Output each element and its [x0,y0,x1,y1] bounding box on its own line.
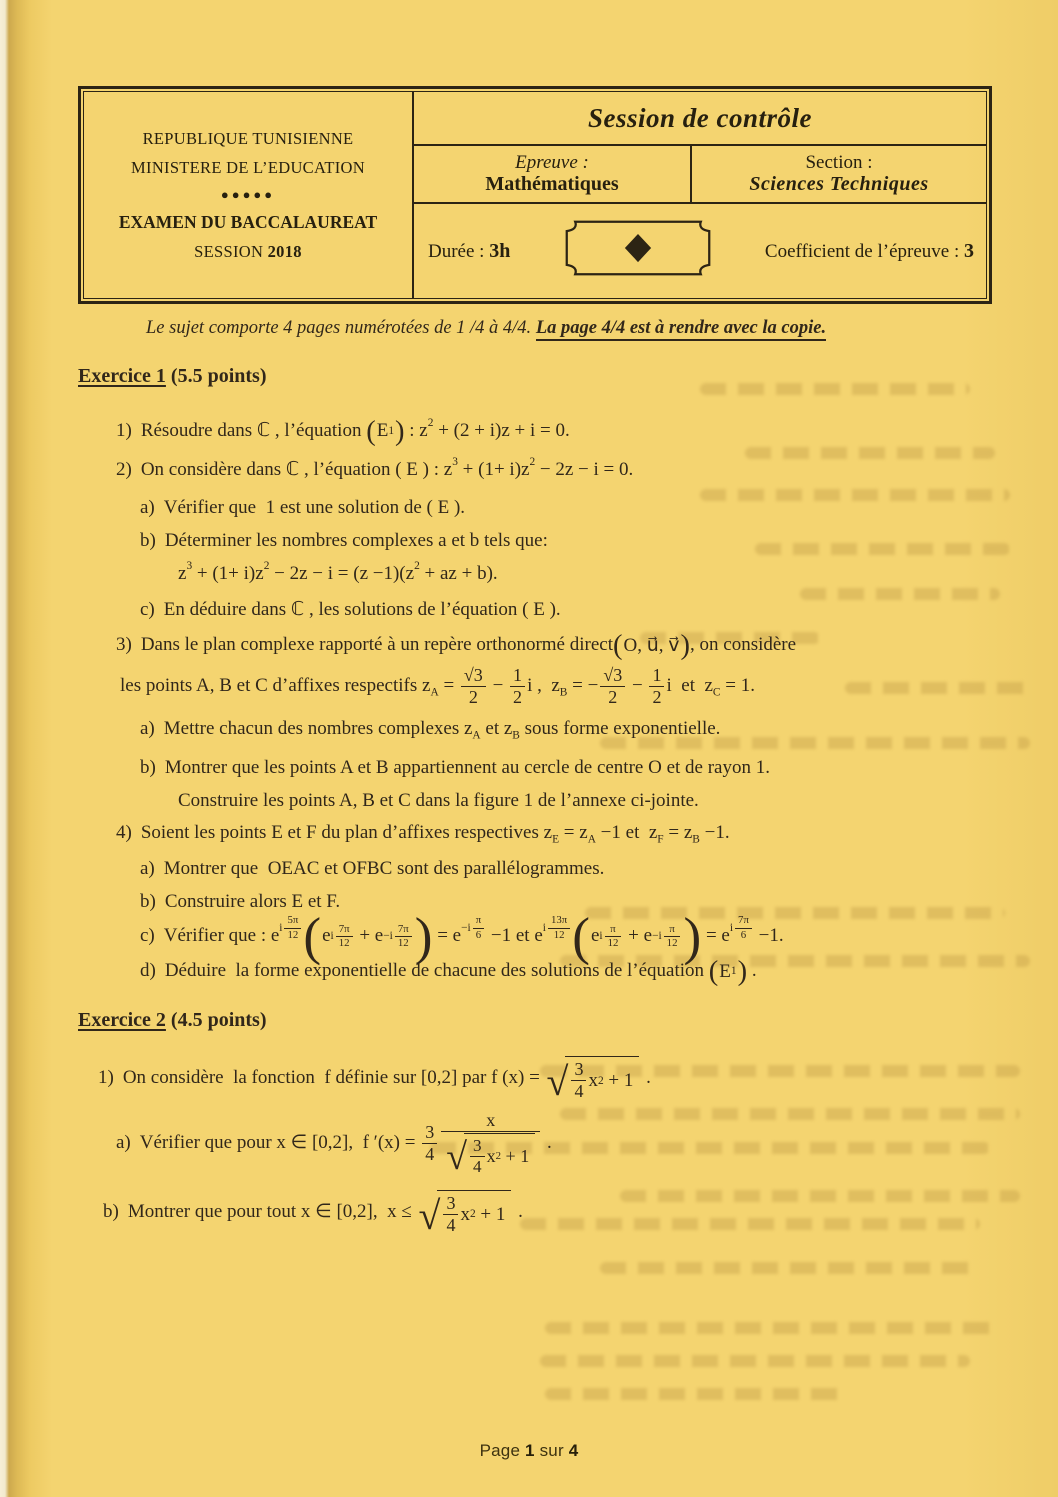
subscript: E [552,833,560,846]
numerator: 7π [738,914,749,927]
fraction [284,915,301,941]
fraction [422,1123,437,1164]
line-label: c) [140,924,155,946]
line-label: b) [140,890,156,912]
math-text: + e [623,925,653,947]
footer-page-total: 4 [568,1441,579,1460]
note-underlined-text: La page 4/4 est à rendre avec la copie. [536,318,826,341]
line-label: a) [140,857,155,879]
line-q2c [78,598,1008,622]
subscript: B [559,686,568,699]
math-text: Construire alors E et F. [164,890,341,912]
line-label: b) [140,756,156,778]
line-label: 4) [116,822,132,844]
math-text: En déduire dans ℂ , les solutions de l’équation ( E ). [163,598,561,620]
subscript: A [430,686,439,699]
math-text: x [486,1110,496,1131]
institution-cell [84,92,414,298]
right-paren: ) [414,906,433,966]
section-value: Sciences Techniques [749,173,929,196]
math-text: + 1 [501,1146,530,1167]
subscript: B [512,729,520,742]
math-text: Déterminer les nombres complexes a et b tels que: [164,530,548,552]
radical-sign: √ [446,1136,468,1179]
duration-value: 3h [489,239,511,262]
denominator: 12 [548,928,570,941]
epreuve-cell [414,146,692,202]
line-label: a) [140,496,155,518]
plaque-badge [563,216,713,286]
math-text: et z [480,717,513,739]
right-paren: ) [680,630,691,662]
fraction [664,924,681,950]
denominator: 2 [649,686,664,707]
fraction [649,666,664,707]
numerator: √3 [463,664,483,685]
math-text: + (2 + i)z + i = 0. [433,419,570,441]
exercise2-title [78,1009,1008,1032]
math-text: . [513,1200,523,1222]
math-text: Dans le plan complexe rapporté à un repère orthonormé direct [140,634,613,656]
right-paren: ) [683,906,702,966]
line-q4d [78,955,1008,987]
footer-text: sur [534,1441,569,1460]
numerator: 3 [473,1136,482,1156]
math-text: , on considère [690,634,797,656]
superscript [383,924,413,950]
fraction [600,666,625,707]
paren-content [376,419,395,443]
line-label: b) [103,1200,119,1222]
exercise1-lines [78,415,1008,987]
exercise1-name: Exercice 1 [78,365,166,387]
math-text: i [729,922,734,935]
numerator: π [669,922,675,935]
footer-page-number: 1 [525,1441,535,1460]
numerator: 7π [338,922,350,935]
superscript: 2 [597,1074,604,1087]
math-text: E [376,420,389,442]
math-text: . [542,1132,552,1154]
left-paren: ( [708,955,719,987]
line-content [164,599,561,620]
superscript [279,915,303,941]
paren-content [623,634,681,658]
right-paren: ) [737,955,748,987]
line-content [163,717,721,742]
line-content [178,560,498,584]
line-q2a [78,496,1008,520]
radical-sign: √ [546,1058,569,1104]
exercise1-points: (5.5 points) [165,365,267,387]
math-text: x [588,1069,598,1091]
math-text: −i [461,922,471,935]
duration-label: Durée : [428,240,490,262]
paren-content [321,924,415,950]
math-text: + (1+ i)z [192,562,264,584]
bleed-through-artifact [545,1322,995,1334]
denominator: 12 [284,928,301,941]
fraction [510,666,525,707]
duration [428,240,510,263]
line-content [127,1192,523,1238]
math-text: e [322,925,331,947]
math-text: = z [559,822,588,844]
radicand [437,1190,511,1235]
numerator: π [475,914,482,927]
math-text: −1. [699,822,730,844]
math-text: Vérifier que pour x ∈ [0,2], f ′(x) = [139,1132,421,1154]
session-year: 2018 [267,241,302,261]
epreuve-value: Mathématiques [485,173,619,196]
math-text: − 2z − i = 0. [535,458,634,480]
math-text: = z [663,822,693,844]
subscript: 1 [730,965,737,978]
math-text: = e [701,924,730,946]
fraction [336,924,353,950]
math-text: − 2z − i = (z −1)(z [269,562,415,584]
math-text: + e [354,925,384,947]
math-text: −i [652,930,662,943]
math-text: E [719,960,731,982]
math-text: − [627,674,648,696]
numerator: 3 [446,1193,456,1214]
math-text: O, u⃗, v⃗ [623,635,680,657]
fraction [605,924,622,950]
math-text: Soient les points E et F du plan d’affixes respectives z [140,822,553,844]
line-q3l2 [78,666,1008,707]
math-text: −1 et z [595,822,658,844]
radicand [565,1056,639,1101]
subscript: A [587,833,596,846]
radicand [464,1133,535,1176]
denominator: 6 [735,928,752,941]
line-e2q1 [78,1056,1008,1104]
parenthesis-group [708,955,748,987]
superscript: 3 [186,560,193,573]
fraction [571,1060,586,1101]
line-q2beq [78,559,1008,585]
math-text: −1 et e [486,924,543,946]
parenthesis-group [613,630,691,662]
math-text: i , z [527,674,560,696]
left-paren: ( [366,415,376,447]
session-label: SESSION [194,241,268,261]
line-content [140,630,797,662]
section-cell [692,146,986,202]
subject-section-row [414,146,986,204]
fraction [441,1110,540,1179]
numerator: π [610,922,616,935]
fraction [443,1194,458,1235]
superscript [543,915,572,941]
numerator: 1 [513,664,523,685]
exam-header-grid [83,91,987,299]
denominator: 12 [664,936,681,949]
superscript: 2 [427,417,434,429]
fraction [395,924,412,950]
line-q4b [78,890,1008,914]
denominator: 4 [571,1080,586,1101]
line-q3 [78,630,1008,662]
math-text: i [279,922,283,935]
math-text: Construire les points A, B et C dans la figure 1 de l’annexe ci-jointe. [178,790,699,812]
math-text: = e [432,924,462,946]
line-content [140,822,730,846]
exam-header-box [78,86,992,304]
line-content [139,1110,552,1179]
section-label: Section : [805,151,873,173]
left-paren: ( [303,906,322,966]
numerator: 13π [550,914,568,927]
document-body [78,318,1008,1238]
math-text: On considère dans ℂ , l’équation ( E ) : z [140,458,453,480]
session-title-cell [414,92,986,146]
left-paren: ( [613,630,623,662]
numerator: 7π [397,922,409,935]
math-text: = [438,674,459,696]
subscript: 1 [388,425,395,438]
line-q2 [78,455,1008,481]
math-text: . [641,1067,651,1089]
square-root [418,1190,512,1238]
numerator: 3 [574,1059,584,1080]
line-label: d) [140,959,156,981]
line-label: a) [116,1132,131,1154]
line-q4c [78,906,1008,966]
denominator: 6 [473,928,484,941]
line-e2q1a [78,1110,1008,1179]
exercise2-name: Exercice 2 [78,1009,166,1032]
session-title: Session de contrôle [587,102,812,133]
math-text: Montrer que les points A et B appartiennent au cercle de centre O et de rayon 1. [164,756,770,778]
math-text: = 1. [720,674,755,696]
bleed-through-artifact [540,1355,970,1367]
coefficient-label: Coefficient de l’épreuve : [764,240,964,262]
line-q3b [78,756,1008,780]
math-text: Vérifier que 1 est une solution de ( E ). [163,496,466,518]
superscript [331,924,355,950]
numerator: 5π [287,914,299,927]
line-content [178,790,699,811]
duration-coefficient-row [414,204,986,298]
parenthesis-group [572,906,702,966]
math-text: On considère la fonction f définie sur [0,2] par f (x) = [122,1067,545,1089]
math-text: Résoudre dans ℂ , l’équation [140,419,367,441]
math-text: z [178,562,187,584]
republic-line: REPUBLIQUE TUNISIENNE [142,128,354,148]
exercise2-points: (4.5 points) [165,1009,267,1032]
math-text: sous forme exponentielle. [519,717,721,739]
epreuve-label: Epreuve : [515,151,589,173]
line-q4 [78,821,1008,847]
coefficient-value: 3 [964,239,974,262]
numerator: 3 [425,1122,435,1143]
note-text: Le sujet comporte 4 pages numérotées de 1 /4 à 4/4. [146,318,536,338]
fraction [461,666,486,707]
line-label: c) [140,598,155,620]
denominator: 12 [336,936,353,949]
math-text: x [486,1146,496,1167]
superscript: 2 [495,1149,502,1162]
parenthesis-group [303,906,433,966]
math-text: les points A, B et C d’affixes respectifs z [120,674,431,696]
line-label: 2) [116,458,132,480]
math-text: Vérifier que : e [163,924,280,946]
superscript: 2 [529,456,536,469]
math-text: + (1+ i)z [457,458,530,480]
numerator: 1 [652,664,662,685]
math-text: e [590,925,600,947]
coefficient [765,240,974,263]
subscript: F [657,833,664,846]
superscript [599,924,623,950]
line-content [164,858,605,879]
fraction [473,915,484,941]
math-text: − [487,674,509,696]
line-q2b [78,529,1008,553]
denominator: 12 [605,936,622,949]
right-paren: ) [395,415,405,447]
radical-sign: √ [418,1192,441,1238]
denominator [441,1131,540,1179]
math-text: + 1 [475,1203,506,1225]
math-text: Mettre chacun des nombres complexes z [163,717,473,739]
line-label: 1) [98,1067,114,1089]
line-content [120,664,755,707]
superscript [652,924,682,950]
subject-note [78,318,1008,339]
bleed-through-artifact [600,1262,980,1274]
denominator: 4 [422,1143,437,1164]
superscript: 2 [469,1208,476,1221]
math-text: . [747,959,757,981]
subscript: A [472,729,481,742]
denominator: 4 [443,1214,458,1235]
line-label: 3) [116,634,132,656]
footer-text: Page [479,1441,526,1460]
line-label: 1) [116,419,132,441]
fraction [735,915,752,941]
subscript: C [712,686,721,699]
line-q3b2 [78,789,1008,813]
superscript [461,915,486,941]
line-content [164,955,757,987]
fraction [470,1137,485,1176]
math-text: Montrer que pour tout x ∈ [0,2], x ≤ [127,1200,417,1222]
superscript: 3 [452,456,458,469]
math-text: + az + b). [419,562,498,584]
superscript: 2 [263,560,270,573]
bleed-through-artifact [545,1388,845,1400]
exercise1-title [78,365,1008,388]
line-label: b) [140,530,156,552]
line-content [122,1058,651,1104]
math-text: = − [567,674,599,696]
numerator: √3 [603,664,623,685]
diamond-icon [563,216,713,280]
denominator: 2 [461,686,486,707]
math-text: Déduire la forme exponentielle de chacune des solutions de l’équation [164,959,709,981]
dots-separator: ●●●●● [220,186,276,202]
subscript: B [692,833,700,846]
parenthesis-group [366,415,405,447]
line-label: a) [140,717,155,739]
paren-content [590,924,684,950]
math-text: : z [404,419,428,441]
math-text: i [330,930,334,943]
exam-name-line: EXAMEN DU BACCALAUREAT [118,211,378,232]
math-text: x [460,1203,470,1225]
math-text: −1. [753,924,784,946]
denominator: 2 [510,686,525,707]
superscript [730,915,754,941]
math-text: i et z [666,674,713,696]
line-q3a [78,717,1008,743]
numerator [441,1111,540,1131]
session-year-line [194,242,302,262]
fraction [548,915,570,941]
ministry-line: MINISTERE DE L’EDUCATION [131,157,365,177]
page-number-footer [0,1441,1058,1461]
math-text: −i [383,930,393,943]
denominator: 12 [395,936,412,949]
math-text: Montrer que OEAC et OFBC sont des parallélogrammes. [163,857,605,879]
line-content [165,757,770,778]
math-text: i [599,930,603,943]
line-content [164,497,465,518]
math-text: + 1 [603,1069,634,1091]
line-e2q1b [78,1190,1008,1238]
square-root [446,1133,535,1179]
superscript: 2 [414,560,420,573]
line-content [165,530,548,551]
paren-content [718,960,737,984]
left-paren: ( [572,906,590,966]
line-q4a [78,857,1008,881]
denominator: 2 [600,686,625,707]
line-q1 [78,415,1008,447]
square-root [546,1056,640,1104]
line-content [140,415,570,447]
exercise2-lines [78,1056,1008,1238]
math-text: i [542,922,546,935]
denominator: 4 [470,1156,485,1176]
line-content [140,456,634,480]
